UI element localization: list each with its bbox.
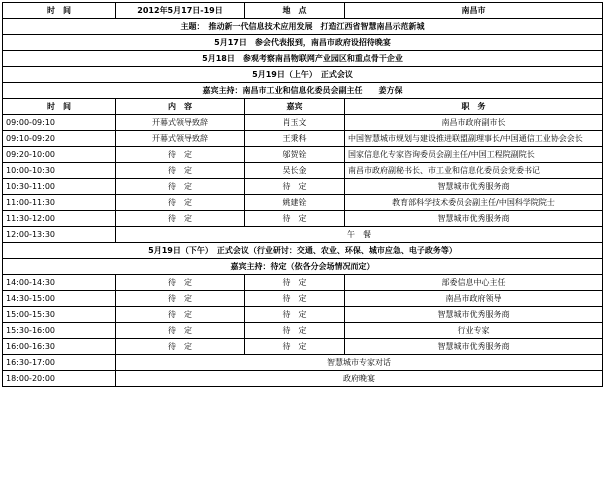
time-label: 时 间 [3,3,116,19]
dinner-label: 政府晚宴 [116,371,603,387]
session-title: 中国智慧城市规划与建设推进联盟副理事长/中国通信工业协会会长 [345,131,603,147]
col-content: 内 容 [116,99,245,115]
place-value: 南昌市 [345,3,603,19]
session-content: 待 定 [116,291,245,307]
session-time: 14:00-14:30 [3,275,116,291]
session-content: 待 定 [116,307,245,323]
session-time: 11:00-11:30 [3,195,116,211]
session-time: 09:10-09:20 [3,131,116,147]
session-guest: 肖玉文 [245,115,345,131]
col-guest: 嘉宾 [245,99,345,115]
col-title: 职 务 [345,99,603,115]
dinner-row [3,371,603,387]
table-row [3,147,603,163]
lunch-row [3,227,603,243]
day1-text: 5月17日 参会代表报到，南昌市政府设招待晚宴 [3,35,603,51]
session-time: 09:00-09:10 [3,115,116,131]
agenda-table [2,2,603,387]
afternoon-title-row [3,243,603,259]
session-content: 开幕式领导致辞 [116,131,245,147]
session-guest: 待 定 [245,307,345,323]
afternoon-host: 嘉宾主持：待定（依各分会场情况而定） [3,259,603,275]
col-time: 时 间 [3,99,116,115]
dialogue-time: 16:30-17:00 [3,355,116,371]
table-row [3,131,603,147]
agenda-sheet [2,2,603,387]
session-guest: 待 定 [245,275,345,291]
session-time: 09:20-10:00 [3,147,116,163]
lunch-label: 午 餐 [116,227,603,243]
dialogue-label: 智慧城市专家对话 [116,355,603,371]
table-row [3,179,603,195]
session-title: 智慧城市优秀服务商 [345,307,603,323]
afternoon-host-row [3,259,603,275]
session-content: 待 定 [116,275,245,291]
session-guest: 待 定 [245,339,345,355]
table-row [3,163,603,179]
table-row [3,323,603,339]
table-row [3,339,603,355]
session-content: 开幕式领导致辞 [116,115,245,131]
session-title: 智慧城市优秀服务商 [345,179,603,195]
lunch-time: 12:00-13:30 [3,227,116,243]
session-title: 国家信息化专家咨询委员会副主任/中国工程院副院长 [345,147,603,163]
session-title: 智慧城市优秀服务商 [345,339,603,355]
session-guest: 邬贺铨 [245,147,345,163]
session-title: 南昌市政府副市长 [345,115,603,131]
session-content: 待 定 [116,163,245,179]
session-title: 部委信息中心主任 [345,275,603,291]
session-time: 15:30-16:00 [3,323,116,339]
header-row [3,3,603,19]
table-row [3,275,603,291]
session-content: 待 定 [116,179,245,195]
afternoon-title: 5月19日（下午） 正式会议（行业研讨：交通、农业、环保、城市应急、电子政务等） [3,243,603,259]
morning-title: 5月19日（上午） 正式会议 [3,67,603,83]
morning-title-row [3,67,603,83]
session-guest: 待 定 [245,323,345,339]
session-time: 11:30-12:00 [3,211,116,227]
session-title: 南昌市政府副秘书长、市工业和信息化委员会党委书记 [345,163,603,179]
session-guest: 待 定 [245,291,345,307]
session-time: 10:00-10:30 [3,163,116,179]
table-row [3,291,603,307]
session-guest: 吴长金 [245,163,345,179]
session-time: 16:00-16:30 [3,339,116,355]
date-range: 2012年5月17日-19日 [116,3,245,19]
session-title: 教育部科学技术委员会副主任/中国科学院院士 [345,195,603,211]
day2-row [3,51,603,67]
session-guest: 待 定 [245,211,345,227]
day1-row [3,35,603,51]
morning-host: 嘉宾主持：南昌市工业和信息化委员会副主任 姜方保 [3,83,603,99]
table-row [3,115,603,131]
session-content: 待 定 [116,339,245,355]
session-content: 待 定 [116,323,245,339]
session-content: 待 定 [116,147,245,163]
table-row [3,211,603,227]
dialogue-row [3,355,603,371]
theme-text: 主题： 推动新一代信息技术应用发展 打造江西省智慧南昌示范新城 [3,19,603,35]
morning-host-row [3,83,603,99]
session-content: 待 定 [116,211,245,227]
session-time: 10:30-11:00 [3,179,116,195]
session-title: 行业专家 [345,323,603,339]
theme-row [3,19,603,35]
dinner-time: 18:00-20:00 [3,371,116,387]
session-guest: 王秉科 [245,131,345,147]
session-title: 南昌市政府领导 [345,291,603,307]
session-time: 14:30-15:00 [3,291,116,307]
session-time: 15:00-15:30 [3,307,116,323]
column-header-row [3,99,603,115]
table-row [3,195,603,211]
session-title: 智慧城市优秀服务商 [345,211,603,227]
session-guest: 待 定 [245,179,345,195]
place-label: 地 点 [245,3,345,19]
session-content: 待 定 [116,195,245,211]
session-guest: 姚建铨 [245,195,345,211]
day2-text: 5月18日 参观考察南昌物联网产业园区和重点骨干企业 [3,51,603,67]
table-row [3,307,603,323]
